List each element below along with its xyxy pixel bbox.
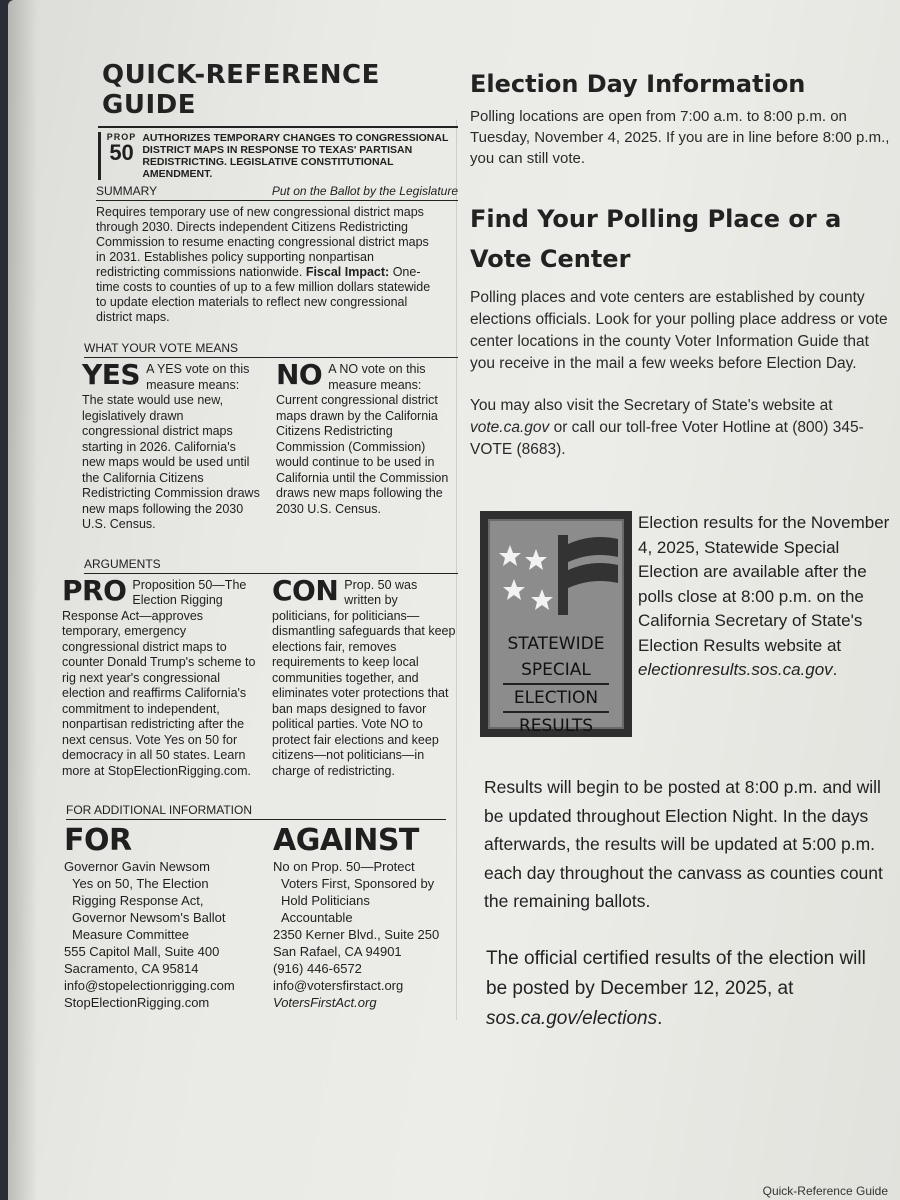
con-heading: CON: [272, 573, 339, 607]
page-footer: Quick-Reference Guide: [762, 1184, 888, 1198]
vote-ca-gov-link[interactable]: vote.ca.gov: [470, 419, 550, 436]
visit-text-start: You may also visit the Secretary of State's website at: [470, 397, 833, 414]
for-contact-column: [64, 824, 249, 1011]
against-phone: (916) 446-6572: [273, 961, 362, 976]
against-city: San Rafael, CA 94901: [273, 944, 402, 959]
find-polling-text: Polling places and vote centers are established by county elections officials. Look for your polling place address or vote center locations in the county Voter Information Guide that you receive in the mail a few weeks before Election Day.: [470, 289, 888, 372]
for-city: Sacramento, CA 95814: [64, 961, 199, 976]
left-column: [62, 60, 458, 1011]
for-line: Governor Newsom's Ballot: [72, 910, 226, 925]
summary-byline: Put on the Ballot by the Legislature: [271, 184, 458, 198]
election-results-link[interactable]: electionresults.sos.ca.gov: [638, 660, 833, 679]
against-address: 2350 Kerner Blvd., Suite 250: [273, 927, 440, 942]
for-email-link[interactable]: info@stopelectionrigging.com: [64, 978, 235, 993]
arguments-columns: [62, 573, 458, 780]
posting-schedule-text: Results will begin to be posted at 8:00 p.m. and will be updated throughout Election Night. In the days afterwards, the results will be updated at 5:00 p.m. each day throughout the canvass as counties count the remaining ballots.: [484, 777, 883, 911]
sos-elections-link[interactable]: sos.ca.gov/elections: [486, 1007, 658, 1029]
yes-vote-column: [82, 358, 262, 533]
right-column: [470, 70, 890, 1034]
against-line: Voters First, Sponsored by: [281, 876, 435, 891]
badge-line: STATEWIDE: [507, 634, 605, 654]
visit-text-end: or call our toll-free Voter Hotline at (800) 345-VOTE (8683).: [470, 419, 864, 458]
against-heading: AGAINST: [273, 823, 419, 858]
against-email-link[interactable]: info@votersfirstact.org: [273, 978, 404, 993]
summary-header: [96, 184, 458, 201]
prop-label: PROP: [106, 132, 137, 142]
fiscal-impact-label: Fiscal Impact:: [305, 265, 390, 279]
yes-vote-text: A YES vote on this measure means: The state would use new, legislatively drawn congressional district maps starting in 2026. California's new maps would be used until the California Citizens Redistricting Commission draws new maps following the 2030 U.S. Census.: [82, 362, 260, 531]
contacts-columns: [64, 824, 458, 1011]
for-line: Rigging Response Act,: [72, 893, 204, 908]
guide-page: [8, 0, 900, 1200]
summary-label: SUMMARY: [96, 184, 158, 198]
badge-line: ELECTION: [513, 688, 599, 708]
badge-label: [490, 631, 622, 739]
results-availability-text: [632, 511, 890, 737]
arguments-header: ARGUMENTS: [84, 557, 458, 574]
additional-info-header: FOR ADDITIONAL INFORMATION: [66, 803, 446, 820]
election-day-title: Election Day Information: [470, 70, 806, 98]
vote-means-header: WHAT YOUR VOTE MEANS: [84, 341, 458, 358]
find-polling-title: Find Your Polling Place or a Vote Center: [470, 205, 842, 273]
election-day-text: Polling locations are open from 7:00 a.m. to 8:00 p.m. on Tuesday, November 4, 2025. If you are in line before 8:00 p.m., you can still vote.: [470, 108, 890, 167]
for-line: Yes on 50, The Election: [72, 876, 209, 891]
against-line: Hold Politicians: [281, 893, 370, 908]
no-vote-column: [276, 358, 456, 533]
certified-end: .: [657, 1007, 663, 1029]
for-line: Governor Gavin Newsom: [64, 859, 210, 874]
election-results-badge: [480, 511, 632, 737]
prop-description: AUTHORIZES TEMPORARY CHANGES TO CONGRESSIONAL DISTRICT MAPS IN RESPONSE TO TEXAS' PARTISAN REDISTRICTING. LEGISLATIVE CONSTITUTIONAL AMENDMENT.: [142, 132, 449, 180]
prop-bar-decoration: [98, 132, 101, 180]
against-website-link[interactable]: VotersFirstAct.org: [273, 995, 377, 1010]
for-website-link[interactable]: StopElectionRigging.com: [64, 995, 210, 1010]
yes-heading: YES: [82, 358, 141, 391]
pro-heading: PRO: [62, 573, 127, 607]
flag-stars-icon: [496, 527, 620, 617]
vote-means-columns: [82, 358, 458, 533]
quick-reference-title: QUICK-REFERENCE GUIDE: [102, 60, 380, 120]
prop-number-block: [107, 132, 137, 180]
certified-results-text: [486, 944, 890, 1034]
against-line: Accountable: [281, 910, 353, 925]
badge-panel: [488, 519, 624, 736]
prop-header: [98, 126, 458, 180]
visit-sos-text: [470, 395, 890, 461]
prop-number: 50: [109, 140, 134, 165]
summary-text: [96, 205, 436, 325]
results-end: .: [832, 660, 838, 679]
against-line: No on Prop. 50—Protect: [273, 859, 415, 874]
con-argument-column: [272, 573, 456, 780]
pro-argument-column: [62, 573, 258, 780]
certified-text: The official certified results of the election will be posted by December 12, 2025, at: [486, 947, 866, 999]
for-line: Measure Committee: [72, 927, 190, 942]
against-contact-column: [273, 824, 458, 1011]
no-vote-text: A NO vote on this measure means: Current congressional district maps drawn by the California Citizens Redistricting Commission (Commission) would continue to be used in California until the Commission draws new maps following the 2030 U.S. Census.: [276, 362, 449, 516]
page-fold-shadow: [8, 0, 38, 1200]
results-text: Election results for the November 4, 2025, Statewide Special Election are available after the polls close at 8:00 p.m. on the California Secretary of State's Election Results website at: [638, 513, 890, 655]
fiscal-impact-text: One-time costs to counties of up to a few million dollars statewide to update election materials to reflect new congressional district maps.: [96, 265, 431, 324]
badge-line: SPECIAL: [521, 660, 591, 680]
results-block: [480, 511, 890, 737]
pro-argument-text: Proposition 50—The Election Rigging Response Act—approves temporary, emergency congressional district maps to counter Donald Trump's scheme to rig next year's congressional election and reaffirms California's commitment to independent, nonpartisan redistricting after the next census. Vote Yes on 50 for democracy in all 50 states. Learn more at StopElectionRigging.com.: [62, 577, 256, 778]
badge-line: RESULTS: [518, 716, 594, 736]
no-heading: NO: [276, 358, 323, 391]
for-address: 555 Capitol Mall, Suite 400: [64, 944, 220, 959]
for-heading: FOR: [64, 823, 132, 858]
con-argument-text: Prop. 50 was written by politicians, for politicians—dismantling safeguards that keep elections fair, removes requirements to keep local communities together, and eliminates voter protections that ban maps designed to favor political parties. Vote NO to protect fair elections and keep citizens—not politicians—in charge of redistricting.: [272, 577, 456, 778]
summary-body: Requires temporary use of new congressional district maps through 2030. Directs independent Citizens Redistricting Commission to resume enacting congressional district maps in 2031. Establishes policy supporting nonpartisan redistricting commissions nationwide.: [96, 205, 429, 279]
